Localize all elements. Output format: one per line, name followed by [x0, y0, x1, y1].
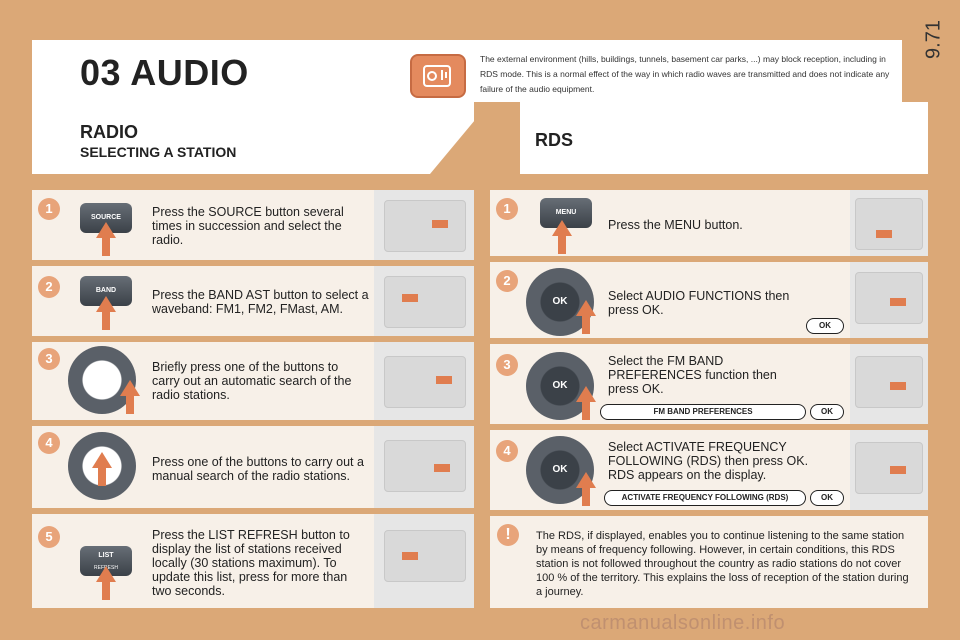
ok-label: OK — [810, 404, 844, 420]
step-number-badge: 2 — [496, 270, 518, 292]
press-arrow-stem — [102, 312, 110, 330]
rds-step-1-text: Press the MENU button. — [608, 218, 743, 232]
press-arrow-icon — [576, 386, 596, 402]
ok-label: OK — [810, 490, 844, 506]
fm-band-preferences-label: FM BAND PREFERENCES — [600, 404, 806, 420]
step-number-badge: 3 — [496, 354, 518, 376]
press-arrow-icon — [96, 566, 116, 582]
press-arrow-stem — [558, 236, 566, 254]
highlight-marker — [890, 466, 906, 474]
ok-dpad-icon: OK — [526, 268, 594, 336]
radio-unit-thumbnail — [855, 272, 923, 324]
rds-step-4-text: Select ACTIVATE FREQUENCY FOLLOWING (RDS) then press OK. RDS appears on the display. — [608, 440, 809, 482]
step-number-badge: 3 — [38, 348, 60, 370]
radio-unit-thumbnail — [855, 198, 923, 250]
highlight-marker — [890, 298, 906, 306]
press-arrow-icon — [120, 380, 140, 396]
highlight-marker — [432, 220, 448, 228]
ok-label: OK — [806, 318, 844, 334]
press-arrow-icon — [96, 296, 116, 312]
step-number-badge: 1 — [38, 198, 60, 220]
press-arrow-stem — [98, 468, 106, 486]
highlight-marker — [402, 552, 418, 560]
press-arrow-icon — [96, 222, 116, 238]
step-number-badge: 5 — [38, 526, 60, 548]
rds-step-3-text: Select the FM BAND PREFERENCES function then press OK. — [608, 354, 777, 396]
radio-unit-thumbnail — [855, 356, 923, 408]
radio-title: RADIO — [80, 122, 138, 142]
press-arrow-stem — [582, 402, 590, 420]
page-title: 03 AUDIO — [80, 52, 249, 93]
radio-unit-thumbnail — [384, 530, 466, 582]
rds-title: RDS — [535, 130, 574, 150]
radio-subtitle: SELECTING A STATION — [80, 144, 237, 160]
press-arrow-stem — [126, 396, 134, 414]
press-arrow-stem — [102, 238, 110, 256]
press-arrow-stem — [102, 582, 110, 600]
ok-dpad-icon: OK — [526, 436, 594, 504]
source-button-icon: SOURCE — [80, 203, 132, 233]
list-refresh-button-icon: LIST REFRESH — [80, 546, 132, 576]
highlight-marker — [876, 230, 892, 238]
highlight-marker — [434, 464, 450, 472]
press-arrow-stem — [582, 316, 590, 334]
header-note: The external environment (hills, buildings, tunnels, basement car parks, ...) may block reception, including in RDS mode. This is a normal effect of the way in which radio waves are transmitted and does not indicate any failure of the audio equipment. — [480, 54, 890, 94]
press-arrow-icon — [576, 300, 596, 316]
radio-step-3-text: Briefly press one of the buttons to carry out an automatic search of the radio stations. — [152, 360, 352, 402]
ok-dpad-icon: OK — [526, 352, 594, 420]
radio-unit-thumbnail — [855, 442, 923, 494]
press-arrow-icon — [552, 220, 572, 236]
radio-step-5-text: Press the LIST REFRESH button to display the list of stations received locally (30 stations maximum). To update this list, press for more than two seconds. — [152, 528, 350, 598]
step-number-badge: 4 — [38, 432, 60, 454]
radio-unit-thumbnail — [384, 356, 466, 408]
highlight-marker — [402, 294, 418, 302]
rds-note-text: The RDS, if displayed, enables you to continue listening to the same station by means of frequency following. However, in certain conditions, this RDS station is not followed throughout the country as radio stations do not cover 100 % of the territory. This explains the loss of reception of the station during a journey. — [536, 530, 909, 598]
band-button-icon: BAND — [80, 276, 132, 306]
radio-unit-thumbnail — [384, 200, 466, 252]
activate-frequency-following-label: ACTIVATE FREQUENCY FOLLOWING (RDS) — [604, 490, 806, 506]
radio-step-1-text: Press the SOURCE button several times in succession and select the radio. — [152, 205, 344, 247]
page-number: 9.71 — [922, 20, 945, 59]
press-arrow-icon — [576, 472, 596, 488]
menu-button-icon: MENU — [540, 198, 592, 228]
radio-unit-thumbnail — [384, 440, 466, 492]
rds-step-2-text: Select AUDIO FUNCTIONS then press OK. — [608, 289, 790, 317]
highlight-marker — [890, 382, 906, 390]
audio-icon — [410, 54, 466, 98]
radio-step-2-text: Press the BAND AST button to select a waveband: FM1, FM2, FMast, AM. — [152, 288, 369, 316]
radio-unit-thumbnail — [384, 276, 466, 328]
warning-icon: ! — [497, 524, 519, 546]
watermark: carmanualsonline.info — [580, 612, 786, 634]
radio-step-4-text: Press one of the buttons to carry out a manual search of the radio stations. — [152, 455, 364, 483]
step-number-badge: 4 — [496, 440, 518, 462]
press-arrow-icon — [92, 452, 112, 468]
highlight-marker — [436, 376, 452, 384]
press-arrow-stem — [582, 488, 590, 506]
step-number-badge: 2 — [38, 276, 60, 298]
step-number-badge: 1 — [496, 198, 518, 220]
